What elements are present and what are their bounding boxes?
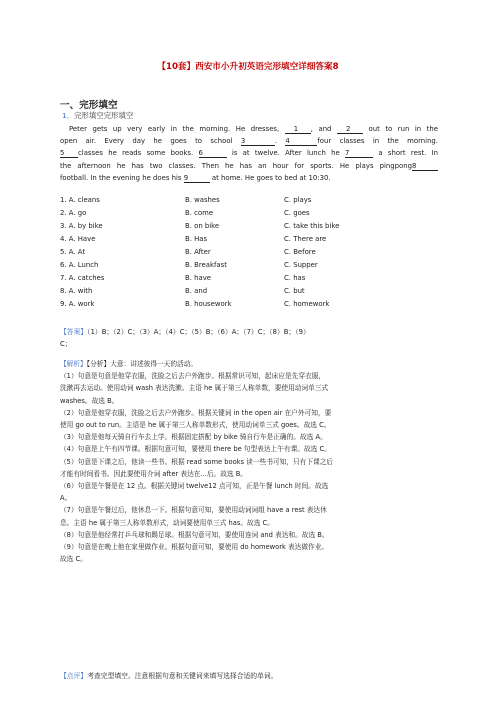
analysis-block [60,358,438,565]
section-heading: 一、完形填空 [60,100,118,111]
analysis-line: 才能有时间看书。因此要使用介词 after 表达在...后。故选 B。 [60,469,247,478]
answer-text: （1）B；（2）C；（3）A；（4）C；（5）B；（6）A；（7）C；（8）B；（9） [87,328,310,336]
analysis-line: 息。主语 he 属于第三人称单数形式，动词要使用单三式 has。故选 C。 [60,518,274,527]
option-c: C. There are [284,235,327,243]
option-c: C. homework [284,300,330,308]
analysis-line: washes。故选 B。 [60,396,119,405]
analysis-line: 洗漱再去运动。使用动词 wash 表达洗漱。主语 he 属于第三人称单数，要使用动词单三式 [60,384,329,393]
option-b: B. Has [185,235,208,243]
blank-3: 3 [241,137,275,146]
option-row [60,259,440,272]
question-heading [62,110,133,121]
blank-4: 4 [285,137,317,146]
option-c: C. Before [284,248,316,256]
question-label: 完形填空完形填空 [74,111,134,120]
cloze-passage [60,123,438,184]
blank-8: 8 [412,162,438,171]
option-c: C. Supper [284,261,318,269]
passage-line: Peter gets up very early in the morning. He dresses, 1 , and 2 out to run in the [69,125,438,133]
answer-line: C； [60,340,72,349]
blank-5: 5 [60,149,78,158]
option-b: B. have [185,274,212,282]
analysis-line: 使用 go out to run。主语是 he 属于第三人称单数形式，使用动词单三式 goes。故选 C。 [60,421,331,430]
option-a: 4. A. Have [60,235,96,243]
option-row [60,194,440,207]
comment-tag: 【点评】 [60,672,88,680]
option-c: C. take this bike [284,222,340,230]
option-a: 1. A. cleans [60,196,100,204]
option-row [60,272,440,285]
option-b: B. on bike [185,222,220,230]
option-a: 5. A. At [60,248,86,256]
analysis-line: （3）句意是他每天骑自行车去上学。根据固定搭配 by bike 骑自行车是正确的。故选 A。 [60,433,327,442]
option-b: B. and [185,287,208,295]
blank-2: 2 [337,125,363,134]
option-a: 8. A. with [60,287,93,295]
options-table [60,194,440,311]
option-a: 3. A. by bike [60,222,103,230]
passage-line: open air. Every day he goes to school 3 . 4 four classes in the morning. [60,137,438,146]
option-a: 7. A. catches [60,274,105,282]
analysis-line: （5）句意是下课之后，他读一些书。根据 read some books 读一些书可知，只有下课之后 [60,457,334,466]
analysis-line: （1）句意是句意是他穿衣服，洗脸之后去户外跑步。根据常识可知，起床应是先穿衣服， [60,372,326,381]
analysis-line: 【解析】【分析】大意：讲述彼得一天的活动。 [60,360,198,368]
passage-line: the afternoon he has two classes. Then he has an hour for sports. He plays pingpong8 [60,160,438,172]
option-c: C. has [284,274,306,282]
analysis-line: A。 [60,494,72,503]
document-title: 【10套】西安市小升初英语完形填空详细答案8 [157,62,339,72]
answer-tag: 【答案】 [60,328,88,336]
option-a: 2. A. go [60,209,87,217]
option-row [60,207,440,220]
option-b: B. Breakfast [185,261,227,269]
answer-block [60,326,440,351]
analysis-line: （2）句意是他穿衣服，洗脸之后去户外跑步。根据关键词 in the open air 在户外可知，要 [60,408,332,417]
option-b: B. washes [185,196,220,204]
option-b: B. housework [185,300,232,308]
analysis-line: （8）句意是他经常打乒乓球和踢足球。根据句意可知，要使用连词 and 表达和。故选 B。 [60,530,329,539]
option-a: 6. A. Lunch [60,261,99,269]
comment-text: 考查完型填空。注意根据句意和关键词来填写选择合适的单词。 [87,672,278,680]
blank-7: 7 [345,149,373,158]
blank-6: 6 [199,149,227,158]
passage-line: football. In the evening he does his 9 at home. He goes to bed at 10:30. [60,173,331,182]
option-row [60,246,440,259]
option-row [60,220,440,233]
option-row [60,298,440,311]
option-a: 9. A. work [60,300,95,308]
option-b: B. come [185,209,214,217]
option-c: C. goes [284,209,310,217]
option-c: C. but [284,287,305,295]
passage-line: 5 classes he reads some books. 6 is at twelve. After lunch he 7 a short rest. In [60,149,439,158]
option-row [60,285,440,298]
option-b: B. After [185,248,211,256]
blank-9: 9 [184,174,210,183]
question-number: 1． [62,111,75,120]
analysis-line: （7）句意是午餐过后，他休息一下。根据句意可知，要使用动词词组 have a rest 表达休 [60,506,327,515]
answer-line [60,326,440,338]
option-row [60,233,440,246]
analysis-line: （9）句意是在晚上他在家里做作业。根据句意可知，要使用 do homework 表达做作业。 [60,543,329,552]
blank-1: 1 [285,125,311,134]
analysis-line: （6）句意是午餐是在 12 点。根据关键词 twelve12 点可知，正是午餐 lunch 时间。故选 [60,482,329,491]
analysis-tag: 【解析】 [60,360,87,368]
option-c: C. plays [284,196,312,204]
analysis-line: （4）句意是上午有四节课。根据句意可知，要使用 there be 句型表达上午有课。故选 C。 [60,445,331,454]
comment-line [60,670,278,680]
analysis-line: 故选 C。 [60,555,87,564]
